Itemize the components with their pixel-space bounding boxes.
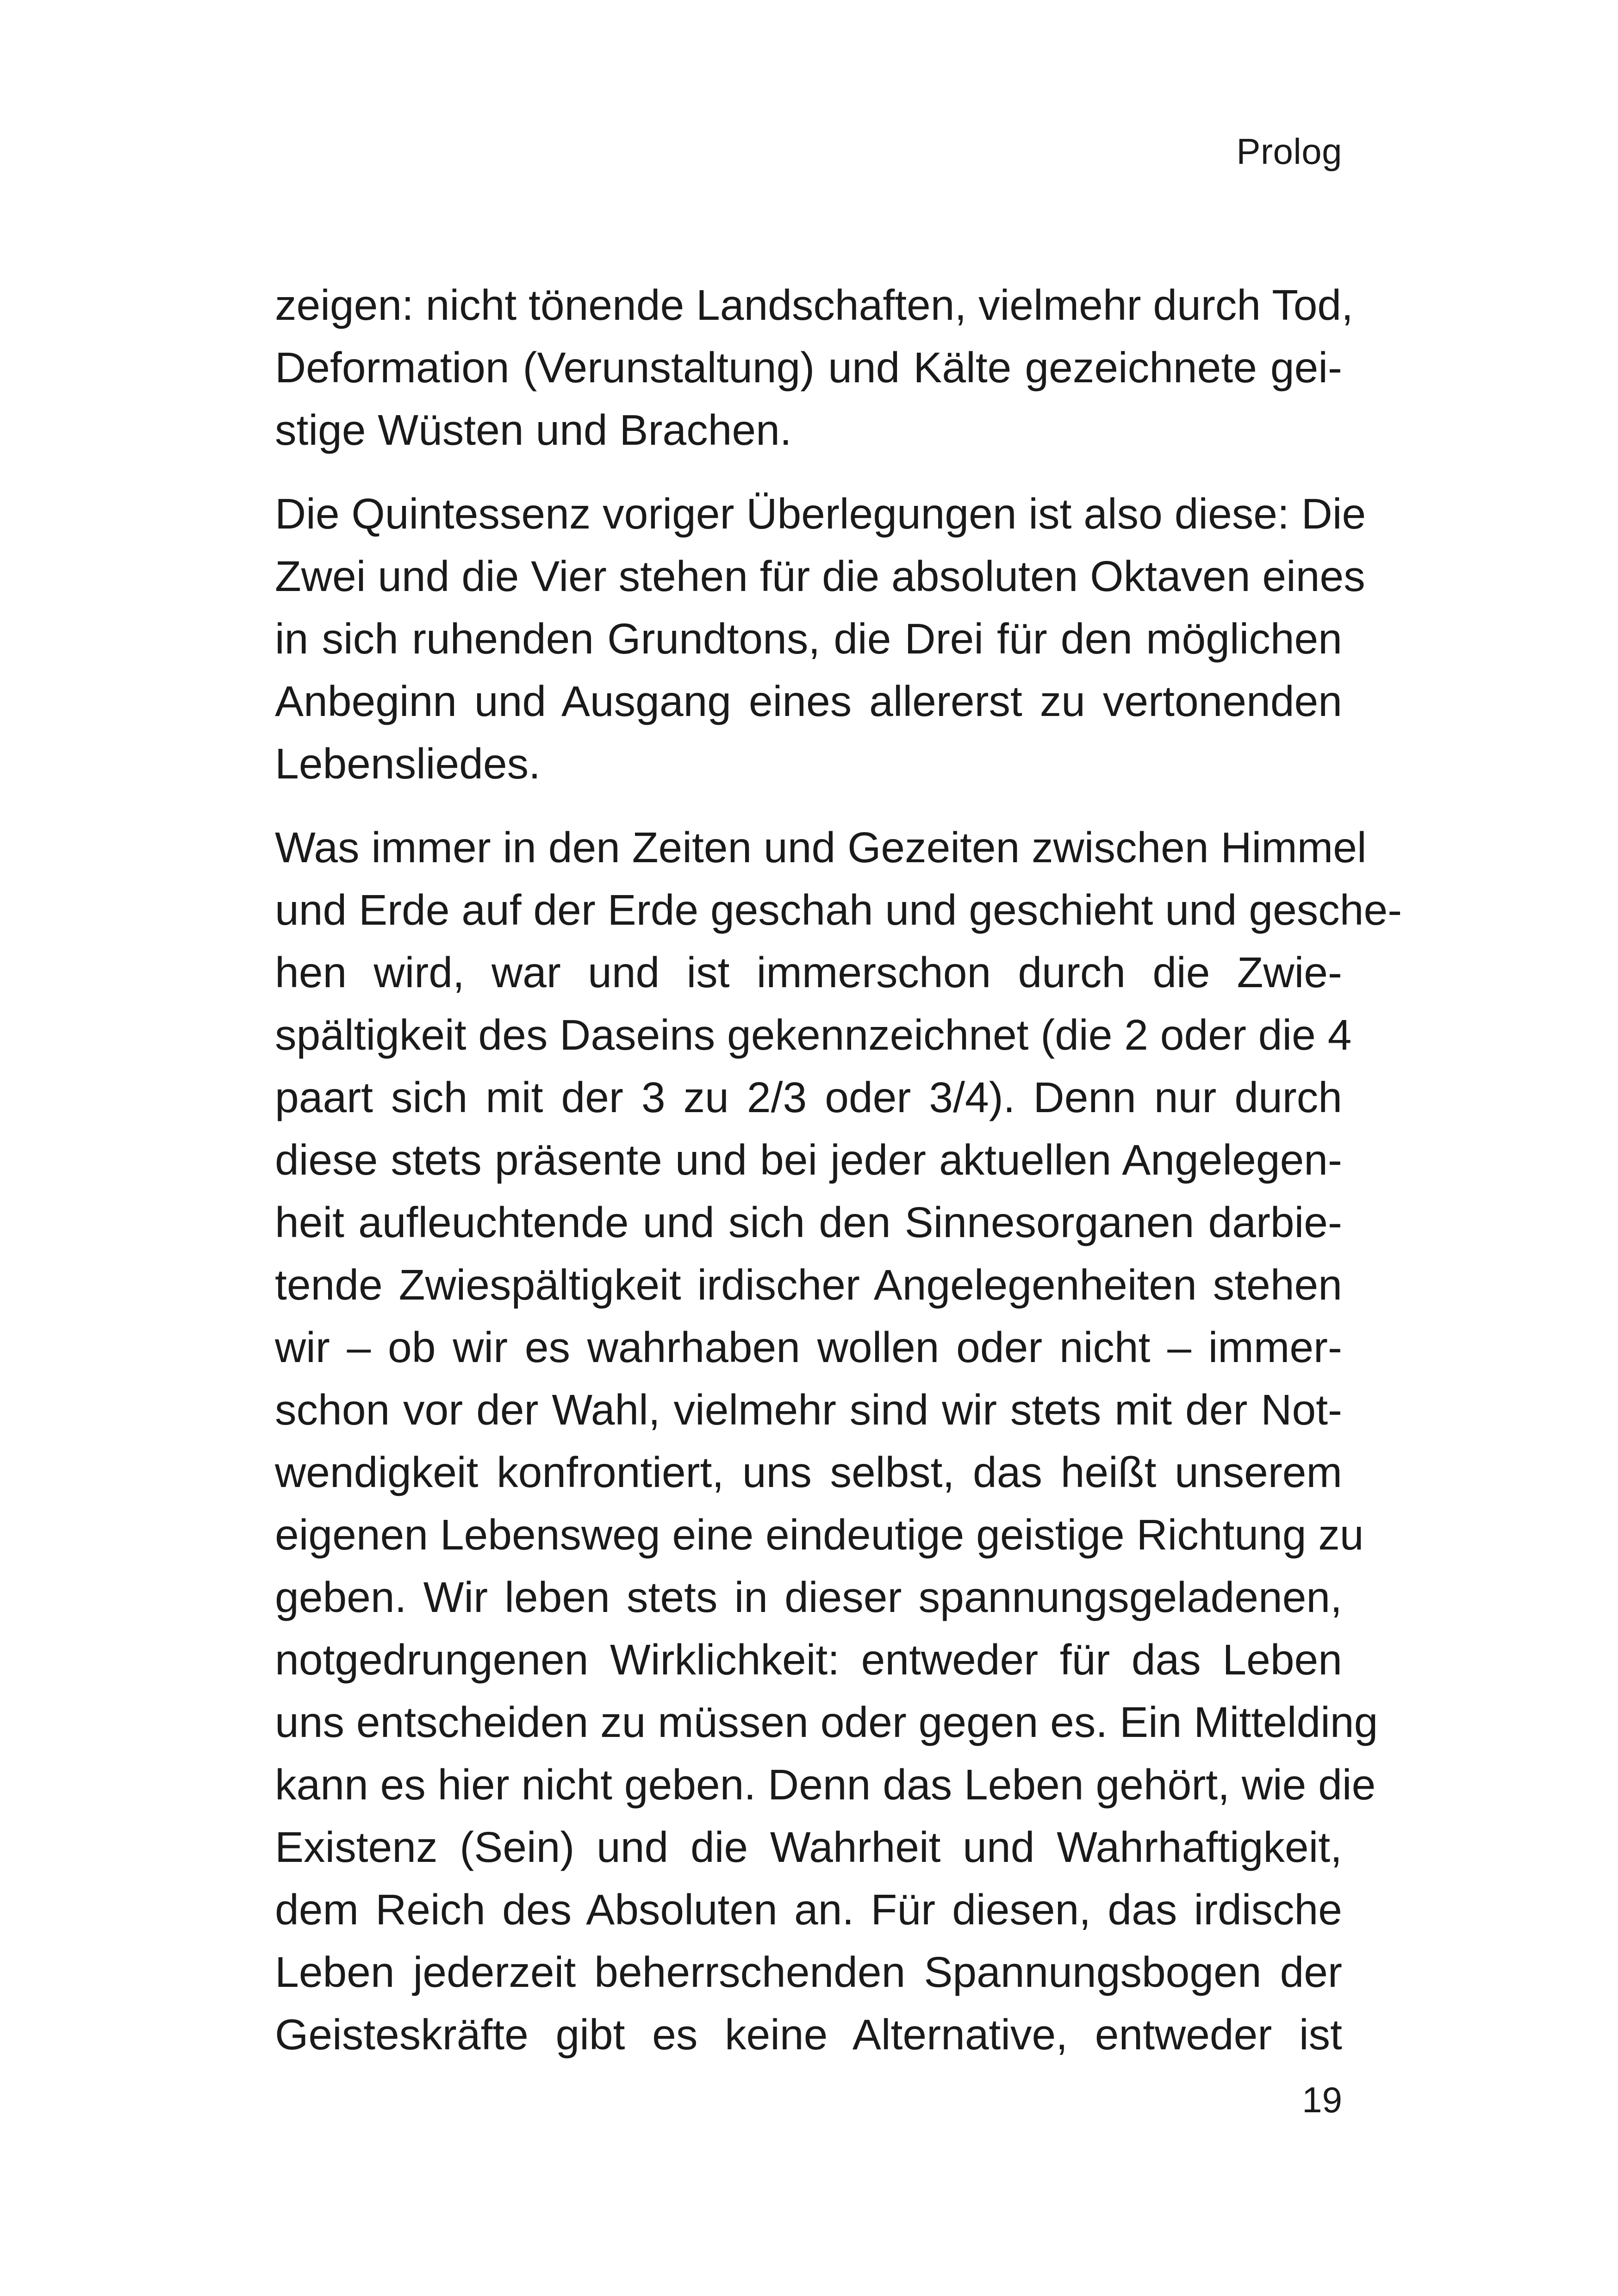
text-line: Zwei und die Vier stehen für die absoluten Oktaven eines <box>275 552 1365 600</box>
text-line: heit aufleuchtende und sich den Sinnesorganen darbie- <box>275 1198 1342 1246</box>
text-line: tende Zwiespältigkeit irdischer Angelegenheiten stehen <box>275 1261 1342 1309</box>
text-line: uns entscheiden zu müssen oder gegen es. Ein Mittelding <box>275 1698 1378 1746</box>
text-line: dem Reich des Absoluten an. Für diesen, das irdische <box>275 1885 1342 1934</box>
text-line: in sich ruhenden Grundtons, die Drei für den möglichen <box>275 615 1342 663</box>
text-line: Die Quintessenz voriger Überlegungen ist also diese: Die <box>275 490 1366 538</box>
body-text <box>275 274 1402 2066</box>
paragraph <box>275 274 1353 461</box>
text-line: Existenz (Sein) und die Wahrheit und Wahrhaftigkeit, <box>275 1823 1342 1871</box>
text-line: stige Wüsten und Brachen. <box>275 406 792 454</box>
paragraph <box>275 816 1402 2066</box>
running-head: Prolog <box>1236 131 1342 172</box>
text-line: eigenen Lebensweg eine eindeutige geistige Richtung zu <box>275 1511 1364 1559</box>
text-line: kann es hier nicht geben. Denn das Leben gehört, wie die <box>275 1761 1376 1809</box>
text-line: Geisteskräfte gibt es keine Alternative, entweder ist <box>275 2010 1342 2059</box>
text-line: und Erde auf der Erde geschah und geschieht und gesche- <box>275 886 1402 934</box>
text-line: Lebensliedes. <box>275 740 541 788</box>
text-line: Leben jederzeit beherrschenden Spannungsbogen der <box>275 1948 1342 1996</box>
text-line: schon vor der Wahl, vielmehr sind wir stets mit der Not- <box>275 1386 1342 1434</box>
text-line: diese stets präsente und bei jeder aktuellen Angelegen- <box>275 1136 1342 1184</box>
text-line: notgedrungenen Wirklichkeit: entweder für das Leben <box>275 1636 1342 1684</box>
text-line: hen wird, war und ist immerschon durch die Zwie- <box>275 948 1342 996</box>
text-line: wendigkeit konfrontiert, uns selbst, das heißt unserem <box>275 1448 1342 1496</box>
text-line: zeigen: nicht tönende Landschaften, vielmehr durch Tod, <box>275 281 1353 329</box>
page-number: 19 <box>1302 2079 1342 2120</box>
text-line: Was immer in den Zeiten und Gezeiten zwischen Himmel <box>275 823 1367 871</box>
text-line: spältigkeit des Daseins gekennzeichnet (die 2 oder die 4 <box>275 1011 1352 1059</box>
text-line: wir – ob wir es wahrhaben wollen oder nicht – immer- <box>275 1323 1342 1371</box>
text-line: paart sich mit der 3 zu 2/3 oder 3/4). Denn nur durch <box>275 1073 1342 1121</box>
paragraph <box>275 483 1366 795</box>
text-line: Anbeginn und Ausgang eines allererst zu vertonenden <box>275 677 1342 725</box>
text-line: geben. Wir leben stets in dieser spannungsgeladenen, <box>275 1573 1342 1621</box>
text-line: Deformation (Verunstaltung) und Kälte gezeichnete gei- <box>275 343 1342 392</box>
